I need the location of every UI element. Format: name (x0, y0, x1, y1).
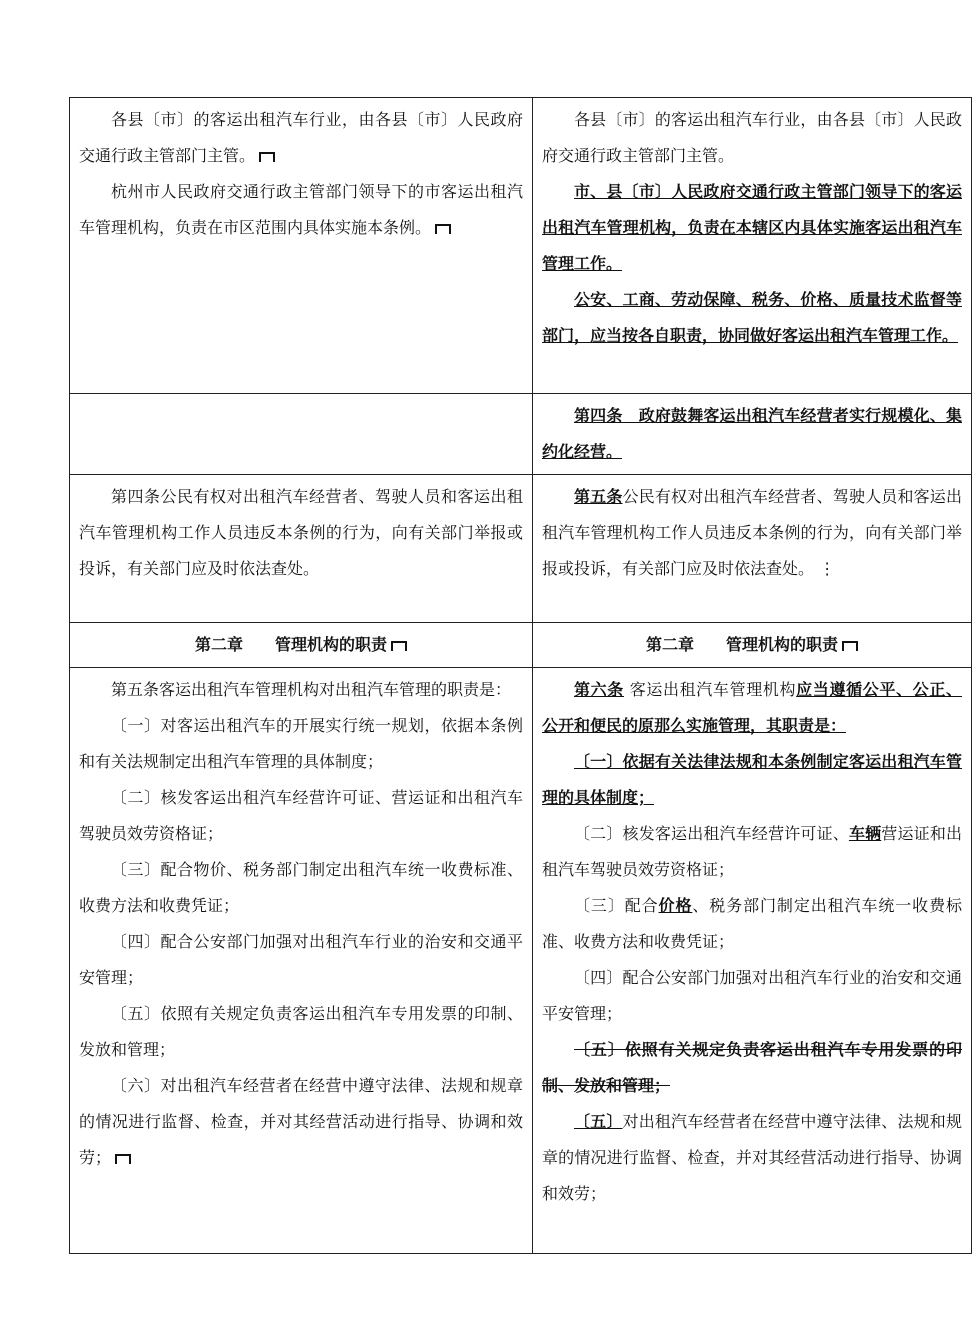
inserted-text: 价格 (658, 896, 693, 915)
revised-text-cell (533, 475, 972, 623)
table-row (70, 475, 972, 623)
paragraph: 第六条 客运出租汽车管理机构应当遵循公平、公正、公开和便民的原那么实施管理，其职责是： (542, 680, 962, 735)
paragraph: 第五条公民有权对出租汽车经营者、驾驶人员和客运出租汽车管理机构工作人员违反本条例的行为，向有关部门举报或投诉，有关部门应及时依法查处。 ⋮ (542, 487, 962, 578)
paragraph-mark-icon (115, 1154, 131, 1164)
paragraph: 第四条公民有权对出租汽车经营者、驾驶人员和客运出租汽车管理机构工作人员违反本条例的行为，向有关部门举报或投诉，有关部门应及时依法查处。 (79, 487, 523, 578)
paragraph: 〔四〕配合公安部门加强对出租汽车行业的治安和交通平安管理； (542, 968, 962, 1023)
paragraph-mark-icon (259, 152, 275, 162)
table-row (70, 668, 972, 1254)
comparison-table (69, 97, 972, 1254)
paragraph: 第五条客运出租汽车管理机构对出租汽车管理的职责是： (111, 680, 512, 699)
paragraph: 〔二〕核发客运出租汽车经营许可证、营运证和出租汽车驾驶员效劳资格证； (79, 788, 523, 843)
inserted-paragraph: 市、县〔市〕人民政府交通行政主管部门领导下的客运出租汽车管理机构，负责在本辖区内具体实施客运出租汽车管理工作。 (542, 182, 962, 273)
original-text-cell (70, 98, 533, 394)
table-row (70, 98, 972, 394)
original-text-cell (70, 475, 533, 623)
paragraph: 各县〔市〕的客运出租汽车行业，由各县〔市〕人民政府交通行政主管部门主管。 (79, 110, 523, 165)
inserted-paragraph: 公安、工商、劳动保障、税务、价格、质量技术监督等部门，应当按各自职责，协同做好客运出租汽车管理工作。 (542, 290, 962, 345)
revised-text-cell (533, 394, 972, 475)
paragraph: 各县〔市〕的客运出租汽车行业，由各县〔市〕人民政府交通行政主管部门主管。 (542, 110, 962, 165)
paragraph-mark-icon (435, 224, 451, 234)
paragraph: 〔一〕对客运出租汽车的开展实行统一规划，依据本条例和有关法规制定出租汽车管理的具体制度； (79, 716, 523, 771)
revised-text-cell (533, 668, 972, 1254)
inserted-text: 车辆 (848, 824, 882, 843)
paragraph-mark-icon (842, 641, 858, 651)
paragraph: 〔二〕核发客运出租汽车经营许可证、车辆营运证和出租汽车驾驶员效劳资格证； (542, 824, 962, 879)
paragraph: 〔六〕对出租汽车经营者在经营中遵守法律、法规和规章的情况进行监督、检查，并对其经营活动进行指导、协调和效劳； (79, 1076, 523, 1167)
inserted-article: 第四条 政府鼓舞客运出租汽车经营者实行规模化、集约化经营。 (542, 406, 962, 461)
paragraph-mark-icon (391, 641, 407, 651)
chapter-heading: 第二章 管理机构的职责 (70, 623, 533, 668)
article-number: 第五条 (574, 487, 623, 506)
paragraph: 〔三〕配合价格、税务部门制定出租汽车统一收费标准、收费方法和收费凭证； (542, 896, 962, 951)
revised-text-cell (533, 98, 972, 394)
paragraph: 〔五〕依照有关规定负责客运出租汽车专用发票的印制、发放和管理； (79, 1004, 523, 1059)
inserted-text: 应当遵循公平、公正、公开和便民的原那么实施管理，其职责是： (542, 680, 962, 735)
chapter-heading: 第二章 管理机构的职责 (533, 623, 972, 668)
table-row (70, 623, 972, 668)
paragraph: 〔五〕对出租汽车经营者在经营中遵守法律、法规和规章的情况进行监督、检查，并对其经营活动进行指导、协调和效劳； (542, 1112, 962, 1203)
original-text-cell (70, 668, 533, 1254)
paragraph: 杭州市人民政府交通行政主管部门领导下的市客运出租汽车管理机构，负责在市区范围内具体实施本条例。 (79, 182, 523, 237)
table-row (70, 394, 972, 475)
inserted-text: 〔五〕 (574, 1112, 623, 1131)
original-text-cell (70, 394, 533, 475)
paragraph: 〔三〕配合物价、税务部门制定出租汽车统一收费标准、收费方法和收费凭证； (79, 860, 523, 915)
inserted-paragraph: 〔一〕依据有关法律法规和本条例制定客运出租汽车管理的具体制度； (542, 752, 962, 807)
paragraph: 〔四〕配合公安部门加强对出租汽车行业的治安和交通平安管理； (79, 932, 523, 987)
deleted-paragraph: 〔五〕依照有关规定负责客运出租汽车专用发票的印制、发放和管理； (542, 1040, 962, 1095)
article-number: 第六条 (574, 680, 624, 699)
